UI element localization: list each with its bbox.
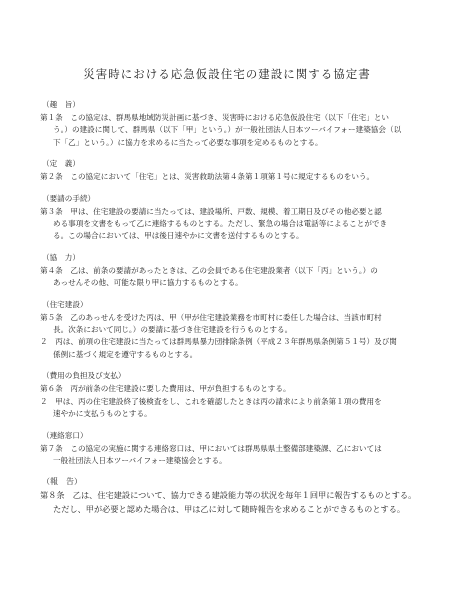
section-contact: [40, 431, 414, 468]
section-report: [40, 477, 417, 516]
article-line: 長。次条において同じ。）の要請に基づき住宅建設を行うものとする。: [53, 325, 293, 335]
section-heading: （要請の手続）: [42, 193, 96, 203]
article-line: める事項を文書をもって乙に連絡するものとする。ただし、緊急の場合は電話等によることができ: [53, 219, 388, 229]
article-line: 下「乙」という。）に協力を求めるに当たって必要な事項を定めるものとする。: [53, 137, 323, 147]
article-line: 第４条 乙は、前条の要請があったときは、乙の会員である住宅建設業者（以下「丙」という。）の: [40, 265, 378, 275]
section-heading: （住宅建設）: [42, 299, 88, 309]
article-line: ２ 甲は、丙の住宅建設終了後検査をし、これを確認したときは丙の請求により前条第１項の費用を: [40, 396, 382, 406]
article-line: る。この場合においては、甲は後日速やかに文書を送付するものとする。: [53, 231, 304, 241]
article-line: 第８条 乙は、住宅建設について、協力できる建設能力等の状況を毎年１回甲に報告するものとする。: [40, 490, 417, 501]
article-line: 第３条 甲は、住宅建設の要請に当たっては、建設場所、戸数、規模、着工期日及びその他必要と認: [40, 206, 382, 216]
section-heading: （協 力）: [42, 252, 80, 262]
article-line: 第５条 乙のあっせんを受けた丙は、甲（甲が住宅建設業務を市町村に委任した場合は、当該市町村: [40, 312, 382, 322]
section-construction: [40, 300, 414, 362]
section-heading: （趣 旨）: [42, 100, 80, 109]
article-line: 係例に基づく規定を遵守するものとする。: [53, 349, 198, 359]
article-line: 第１条 この協定は、群馬県地域防災計画に基づき、災害時における応急仮設住宅（以下「住宅」とい: [40, 113, 390, 122]
article-line: あっせんその他、可能な限り甲に協力するものとする。: [53, 278, 243, 288]
section-heading: （定 義）: [42, 159, 80, 169]
section-heading: （費用の負担及び支払）: [42, 371, 126, 381]
article-line: 第７条 この協定の実施に関する連絡窓口は、甲においては群馬県県土整備部建築課、乙においては: [40, 443, 382, 453]
section-heading: （連絡窓口）: [42, 430, 88, 440]
section-cooperation: [40, 253, 414, 290]
document-title: 災害時における応急仮設住宅の建設に関する協定書: [83, 67, 371, 81]
article-line: ただし、甲が必要と認めた場合は、甲は乙に対して随時報告を求めることができるものとする。: [53, 503, 406, 514]
article-line: 速やかに支払うものとする。: [53, 409, 152, 419]
section-definition: [40, 159, 414, 183]
section-purpose: [40, 100, 414, 149]
article-line: う。）の建設に関して、群馬県（以下「甲」という。）が一般社団法人日本ツーバイフォー建築協会（以: [53, 125, 402, 135]
section-request-procedure: [40, 194, 414, 243]
article-line: 第２条 この協定において「住宅」とは、災害救助法第４条第１項第１号に規定するものをいう。: [40, 172, 375, 182]
article-line: 一般社団法人日本ツーバイフォー建築協会とする。: [53, 455, 227, 465]
article-line: 第６条 丙が前条の住宅建設に要した費用は、甲が負担するものとする。: [40, 384, 291, 394]
section-cost: [40, 371, 414, 420]
article-line: ２ 丙は、前項の住宅建設に当たっては群馬県暴力団排除条例（平成２３年群馬県条例第５１号）及び関: [40, 337, 397, 347]
section-heading: （報 告）: [42, 477, 82, 487]
